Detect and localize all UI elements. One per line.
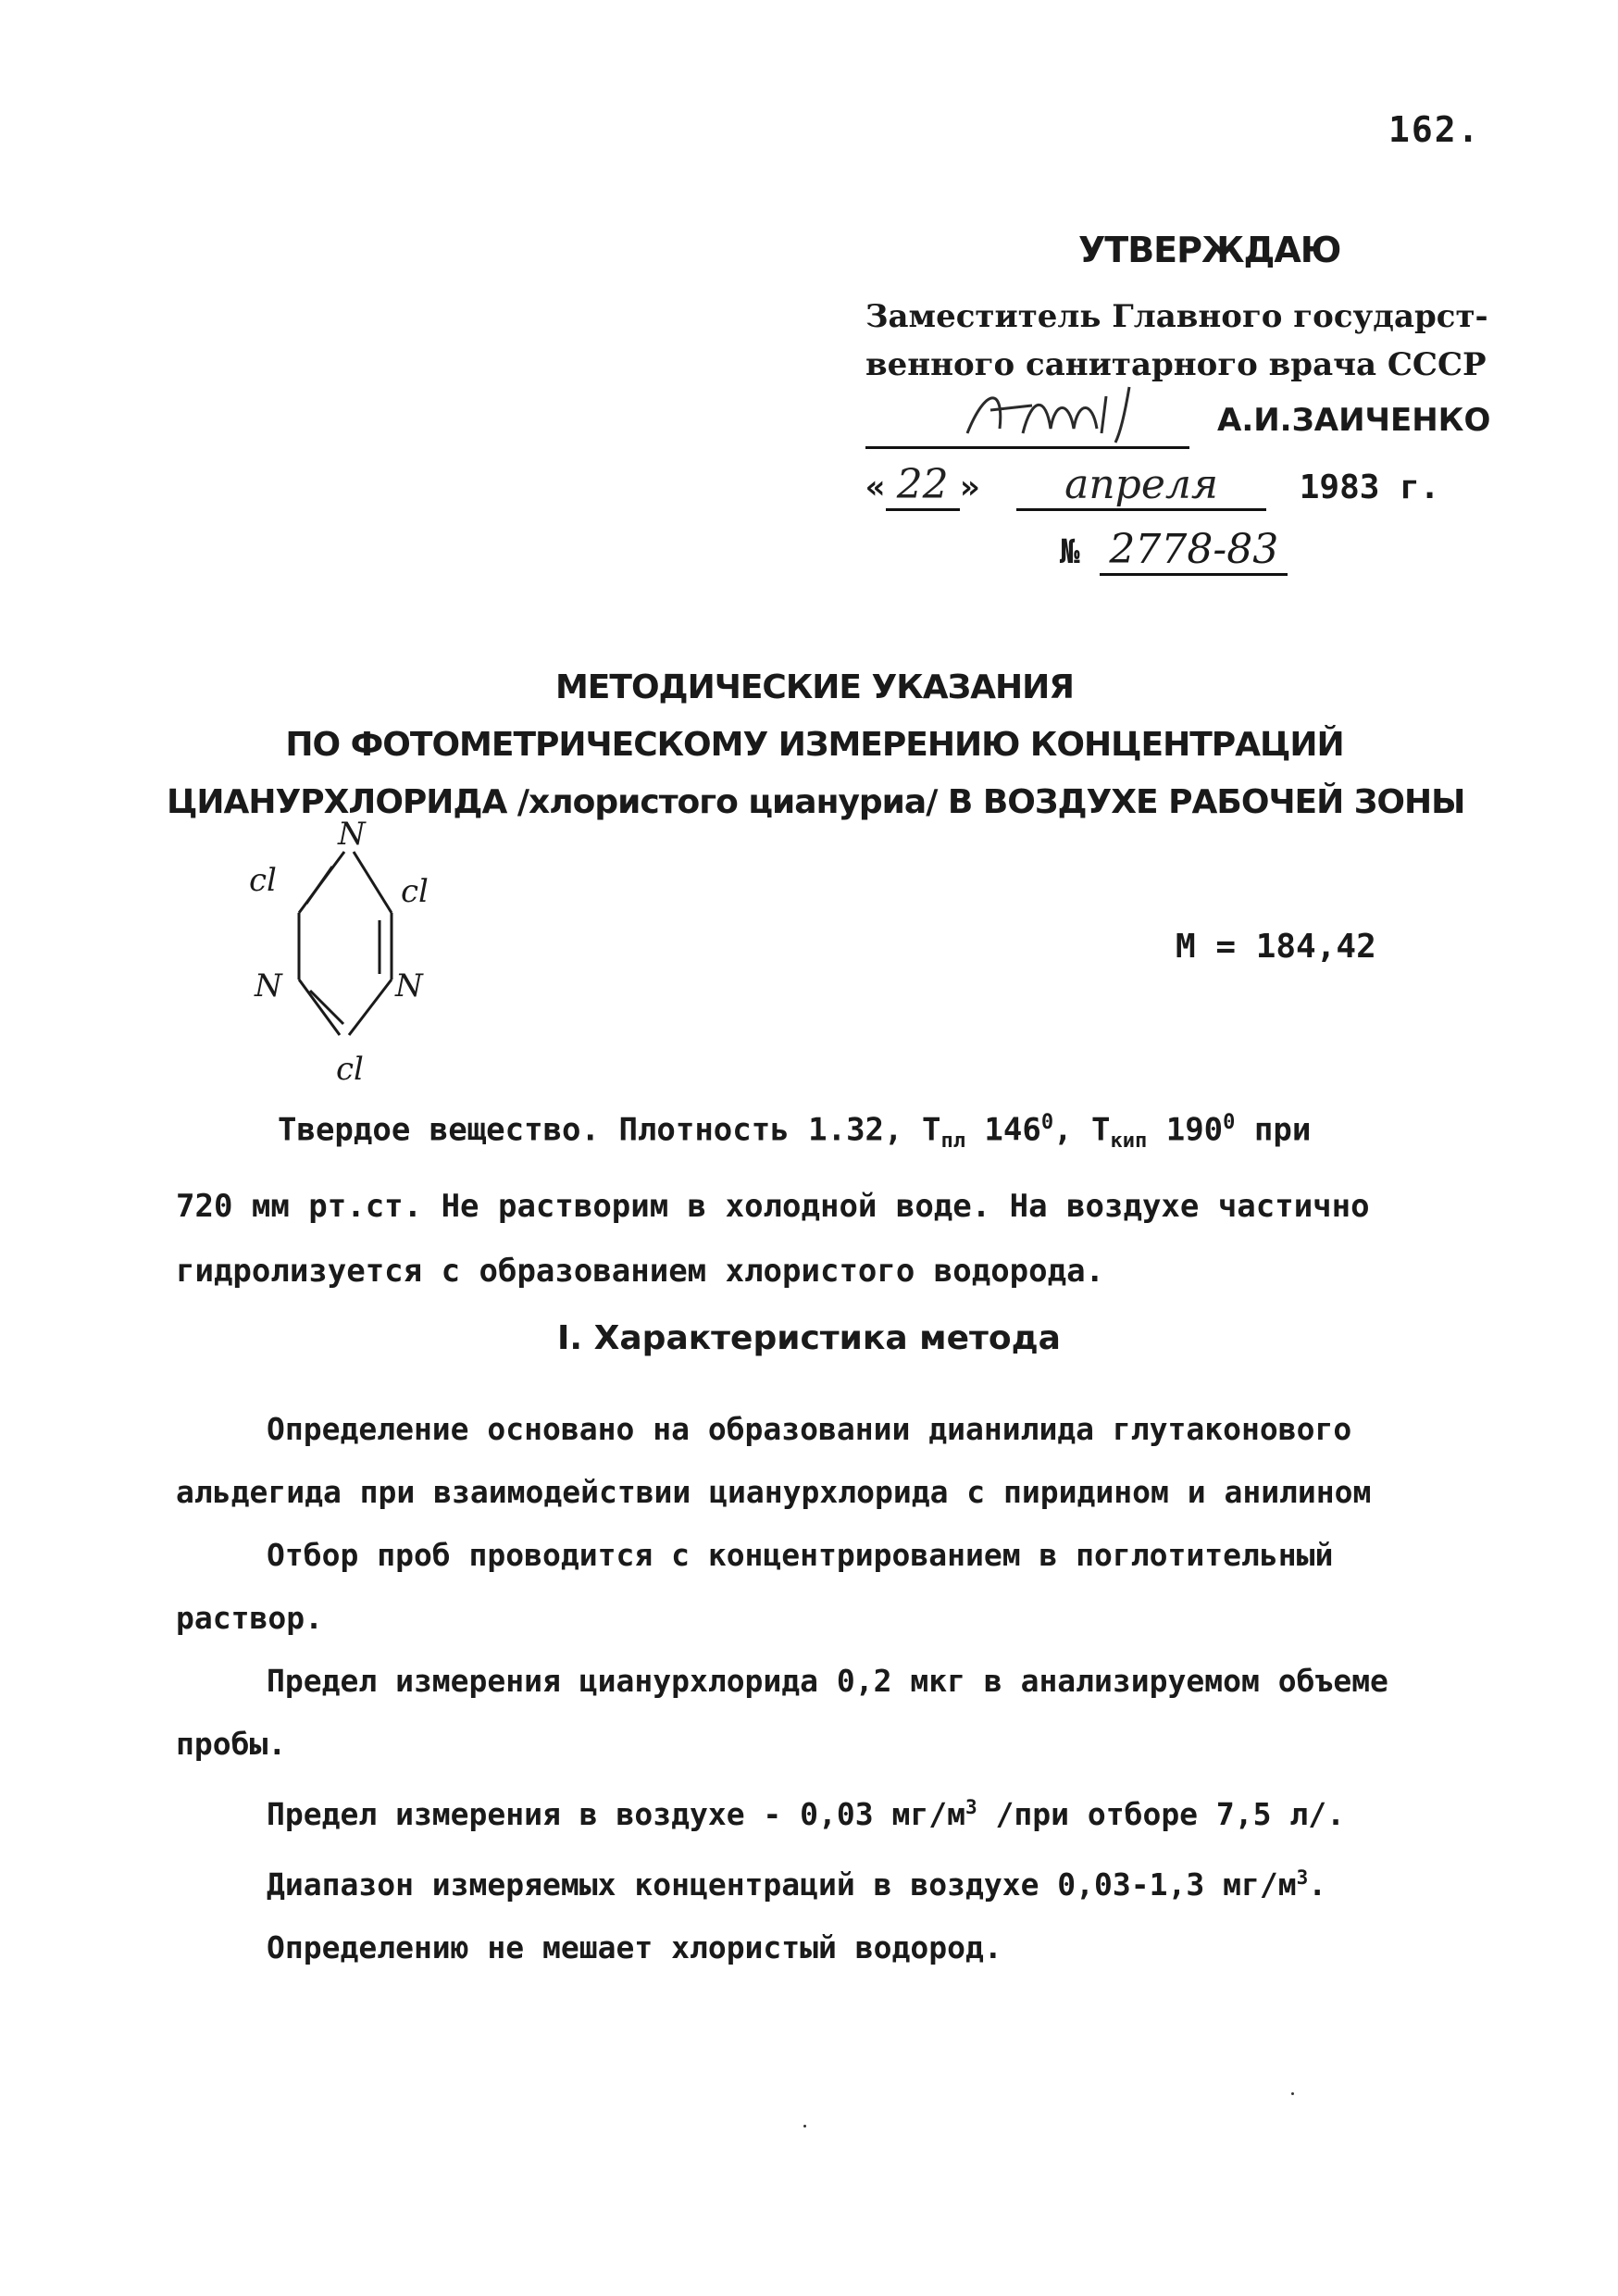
date-quote-close: »: [959, 468, 980, 506]
cyanuric-chloride-structure: [236, 815, 477, 1092]
date-month: апреля: [1016, 461, 1266, 511]
title-line-3: ЦИАНУРХЛОРИДА /хлористого циануриа/ В ВОЗДУХЕ РАБОЧЕЙ ЗОНЫ: [167, 783, 1465, 821]
properties-line-3: гидролизуется с образованием хлористого водорода.: [176, 1253, 1105, 1291]
approver-position: Заместитель Главного государст- венного санитарного врача СССР: [865, 298, 1488, 383]
properties-text-end: при: [1235, 1111, 1312, 1149]
section-heading-1: I. Характеристика метода: [557, 1319, 1061, 1357]
paragraph-3-line-2: пробы.: [176, 1726, 287, 1762]
date-year: 1983 г.: [1299, 468, 1440, 506]
bond-top-right: [354, 852, 392, 913]
boiling-point-subscript: кип: [1110, 1129, 1148, 1154]
approval-date: [865, 461, 1439, 511]
bond-bottom-right: [349, 980, 392, 1035]
p4-superscript: 3: [965, 1796, 977, 1818]
bond-bottom-left: [299, 980, 340, 1035]
atom-n-right: N: [395, 967, 423, 1004]
paragraph-5: [176, 1846, 1509, 1916]
date-day: 22: [886, 461, 960, 511]
paragraph-3-line-1: Предел измерения цианурхлорида 0,2 мкг в анализируемом объеме: [267, 1663, 1388, 1699]
atom-n-left: N: [255, 967, 282, 1004]
cl-bottom: cl: [336, 1051, 364, 1088]
properties-text-a: Твердое вещество. Плотность 1.32, Т: [278, 1111, 941, 1149]
paragraph-2-line-2: раствор.: [176, 1600, 323, 1636]
method-description: [176, 1398, 1509, 1979]
melting-point: 146: [965, 1111, 1041, 1149]
signature-line: [865, 446, 1189, 449]
boiling-point: 190: [1147, 1111, 1224, 1149]
bond-top-left-double: [306, 867, 332, 904]
paragraph-6: Определению не мешает хлористый водород.: [267, 1929, 1002, 1965]
properties-line-1: [176, 1091, 1472, 1174]
page-number: 162.: [1388, 109, 1481, 150]
boiling-t: , Т: [1053, 1111, 1111, 1149]
melting-point-subscript: пл: [940, 1129, 965, 1154]
number-value: 2778-83: [1100, 526, 1288, 576]
document-title: [167, 659, 1465, 831]
scan-speck: [803, 2125, 806, 2128]
document-number: [1060, 526, 1288, 573]
p5-text-end: .: [1308, 1866, 1327, 1903]
approval-heading: УТВЕРЖДАЮ: [1078, 230, 1341, 270]
atom-n-top: N: [338, 816, 366, 853]
number-sign: №: [1060, 533, 1080, 571]
paragraph-1-line-2: альдегида при взаимодействии цианурхлорида с пиридином и анилином: [176, 1474, 1372, 1510]
cl-top-left: cl: [249, 862, 277, 899]
p4-text-end: /при отборе 7,5 л/.: [977, 1796, 1345, 1832]
p4-text: Предел измерения в воздухе - 0,03 мг/м: [267, 1796, 965, 1832]
paragraph-1-line-1: Определение основано на образовании дианилида глутаконового: [267, 1411, 1352, 1447]
paragraph-4: [176, 1776, 1509, 1846]
properties-line-2: 720 мм рт.ст. Не растворим в холодной воде. На воздухе частично: [176, 1188, 1370, 1226]
cl-top-right: cl: [401, 873, 429, 910]
title-line-2: ПО ФОТОМЕТРИЧЕСКОМУ ИЗМЕРЕНИЮ КОНЦЕНТРАЦИЙ: [285, 726, 1344, 764]
degree-sign-2: 0: [1223, 1111, 1236, 1134]
molar-mass: М = 184,42: [1176, 928, 1376, 966]
handwritten-signature: [958, 378, 1180, 452]
p5-text: Диапазон измеряемых концентраций в воздухе 0,03-1,3 мг/м: [267, 1866, 1297, 1903]
p5-superscript: 3: [1296, 1866, 1309, 1889]
paragraph-2-line-1: Отбор проб проводится с концентрированием в поглотительный: [267, 1537, 1334, 1573]
title-line-1: МЕТОДИЧЕСКИЕ УКАЗАНИЯ: [554, 668, 1074, 706]
approver-name: А.И.ЗАИЧЕНКО: [1217, 402, 1491, 439]
scan-speck: [1291, 2092, 1294, 2095]
physical-properties: [176, 1091, 1472, 1304]
degree-sign-1: 0: [1040, 1111, 1054, 1134]
date-quote-open: «: [865, 468, 886, 506]
